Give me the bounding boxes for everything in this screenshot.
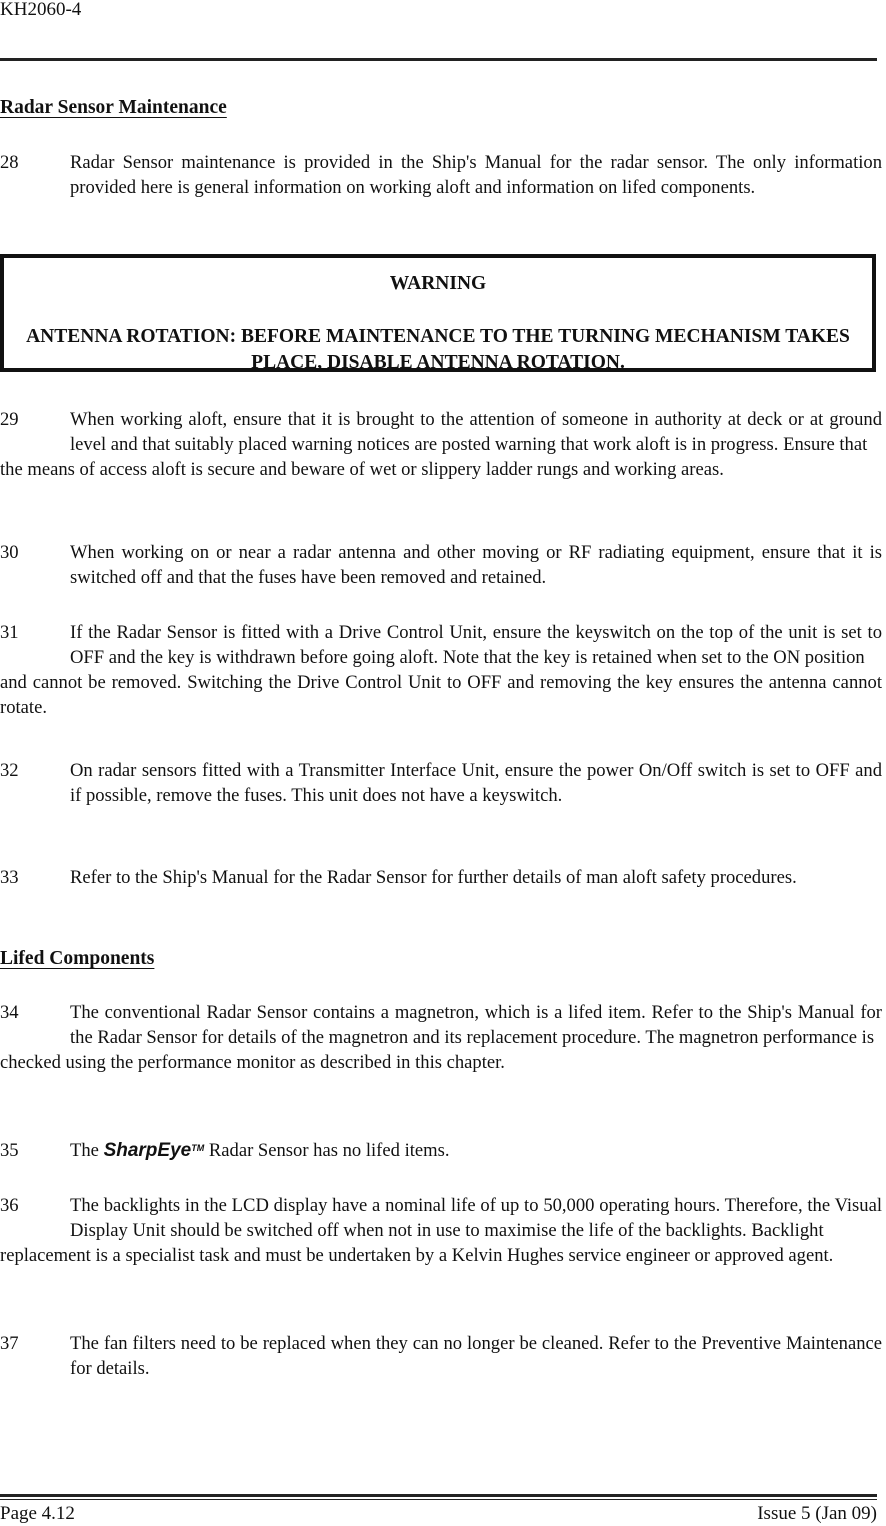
paragraph-34 (0, 1000, 882, 1075)
section-heading-radar-sensor-maintenance: Radar Sensor Maintenance (0, 97, 227, 118)
paragraph-35 (0, 1138, 882, 1163)
paragraph-29 (0, 407, 882, 482)
paragraph-number: 37 (0, 1333, 19, 1354)
issue-label: Issue 5 (Jan 09) (757, 1503, 877, 1524)
trademark-mark: TM (191, 1143, 205, 1153)
paragraph-text: The fan filters need to be replaced when they can no longer be cleaned. Refer to the Preventive Maintenance for details. (70, 1333, 882, 1379)
paragraph-31 (0, 620, 882, 720)
section-heading-lifed-components: Lifed Components (0, 948, 155, 969)
paragraph-text: The backlights in the LCD display have a nominal life of up to 50,000 operating hours. Therefore, the Visual Display Unit should be switched off when not in use to maximise the life of the backlights. Backlight (70, 1195, 882, 1241)
paragraph-text-continued: the means of access aloft is secure and beware of wet or slippery ladder rungs and working areas. (0, 459, 724, 480)
warning-box (0, 254, 876, 372)
paragraph-text: If the Radar Sensor is fitted with a Drive Control Unit, ensure the keyswitch on the top of the unit is set to OFF and the key is withdrawn before going aloft. Note that the key is retained when set to the ON position (70, 622, 882, 668)
paragraph-text: Radar Sensor maintenance is provided in the Ship's Manual for the radar sensor. The only information provided here is general information on working aloft and information on lifed components. (70, 152, 882, 198)
paragraph-36 (0, 1193, 882, 1268)
paragraph-text: When working on or near a radar antenna and other moving or RF radiating equipment, ensure that it is switched off and that the fuses have been removed and retained. (70, 542, 882, 588)
footer-rule (0, 1494, 877, 1497)
paragraph-30 (0, 540, 882, 590)
paragraph-number: 28 (0, 152, 19, 173)
warning-title: WARNING (389, 273, 487, 294)
footer-rule-thin (0, 1499, 877, 1500)
paragraph-number: 33 (0, 867, 19, 888)
paragraph-text: The (70, 1140, 104, 1161)
paragraph-text-continued: and cannot be removed. Switching the Drive Control Unit to OFF and removing the key ensures the antenna cannot rotate. (0, 672, 882, 718)
paragraph-37 (0, 1331, 882, 1381)
header-rule (0, 58, 877, 61)
warning-text: ANTENNA ROTATION: BEFORE MAINTENANCE TO THE TURNING MECHANISM TAKES PLACE, DISABLE ANTENNA ROTATION. (26, 326, 850, 373)
paragraph-28 (0, 150, 882, 200)
paragraph-number: 35 (0, 1140, 19, 1161)
page-number: Page 4.12 (0, 1503, 75, 1524)
paragraph-text: On radar sensors fitted with a Transmitter Interface Unit, ensure the power On/Off switch is set to OFF and if possible, remove the fuses. This unit does not have a keyswitch. (70, 760, 882, 806)
paragraph-number: 34 (0, 1002, 19, 1023)
paragraph-text: Radar Sensor has no lifed items. (204, 1140, 450, 1161)
paragraph-text: When working aloft, ensure that it is brought to the attention of someone in authority at deck or at ground level and that suitably placed warning notices are posted warning that work aloft is in progress. Ensure that (70, 409, 882, 455)
paragraph-text: Refer to the Ship's Manual for the Radar Sensor for further details of man aloft safety procedures. (70, 867, 797, 888)
sharpeye-brand: SharpEye (103, 1140, 192, 1161)
paragraph-33 (0, 865, 882, 890)
paragraph-number: 30 (0, 542, 19, 563)
paragraph-number: 36 (0, 1195, 19, 1216)
paragraph-text-continued: replacement is a specialist task and must be undertaken by a Kelvin Hughes service engineer or approved agent. (0, 1245, 834, 1266)
paragraph-text: The conventional Radar Sensor contains a magnetron, which is a lifed item. Refer to the Ship's Manual for the Radar Sensor for details of the magnetron and its replacement procedure. The magnetron performance is (70, 1002, 882, 1048)
paragraph-32 (0, 758, 882, 808)
paragraph-number: 29 (0, 409, 19, 430)
paragraph-number: 31 (0, 622, 19, 643)
document-id: KH2060-4 (0, 0, 82, 20)
paragraph-number: 32 (0, 760, 19, 781)
paragraph-text-continued: checked using the performance monitor as described in this chapter. (0, 1052, 505, 1073)
